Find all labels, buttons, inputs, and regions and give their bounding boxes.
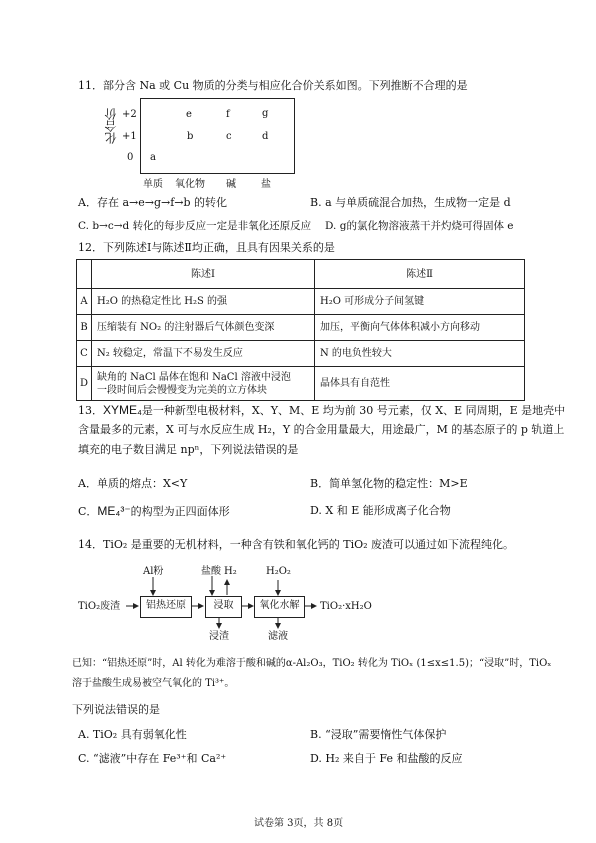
q12-row-statement1: N₂ 较稳定，常温下不易发生反应 [92,341,315,367]
q14-known-line1: 已知：“铝热还原”时，Al 转化为难溶于酸和碱的α-Al₂O₃，TiO₂ 转化为 TiOₓ (1≤x≤1.5)；“浸取”时，TiOₓ [72,658,552,669]
q14-stem: 14．TiO₂ 是重要的无机材料，一种含有铁和氧化钙的 TiO₂ 废渣可以通过如下流程纯化。 [78,538,515,551]
q12-row-label: C [77,341,92,367]
q11-point-e: e [186,109,192,120]
q11-option-b[interactable]: B. a 与单质硫混合加热，生成物一定是 d [310,196,511,209]
q12-row-d-statement1-line1: 缺角的 NaCl 晶体在饱和 NaCl 溶液中浸泡 [97,371,291,383]
q11-point-f: f [226,109,230,120]
q14-option-c[interactable]: C. “滤液”中存在 Fe³⁺和 Ca²⁺ [78,752,227,765]
q14-option-a[interactable]: A. TiO₂ 具有弱氧化性 [78,728,187,741]
q12-header-statement1: 陈述Ⅰ [92,260,315,289]
q14-flow-step3-box: 氧化水解 [254,596,305,618]
q11-stem: 11．部分含 Na 或 Cu 物质的分类与相应化合价关系如图。下列推断不合理的是 [78,79,468,92]
q11-point-d: d [262,131,269,142]
q11-option-c[interactable]: C. b→c→d 转化的每步反应一定是非氧化还原反应 [78,220,312,232]
q12-row-statement1: 压缩装有 NO₂ 的注射器后气体颜色变深 [92,315,315,341]
q11-xlabel-base: 碱 [226,179,236,190]
q13-option-b[interactable]: B．简单氢化物的稳定性：M>E [310,477,468,490]
q12-stem: 12．下列陈述Ⅰ与陈述Ⅱ均正确，且具有因果关系的是 [78,241,335,254]
q14-flow-step2-reagent: 盐酸 [201,566,221,577]
q14-flow-step3-out: 滤液 [268,631,288,642]
q14-flow-step3-reagent: H₂O₂ [266,566,291,577]
q13-option-d[interactable]: D. X 和 E 能形成离子化合物 [310,504,451,517]
q11-option-a[interactable]: A．存在 a→e→g→f→b 的转化 [78,196,228,209]
q11-tick-plus2: +2 [122,109,137,120]
q12-row-label: A [77,289,92,315]
q12-header-statement2: 陈述Ⅱ [315,260,525,289]
q14-flow-step2-gas: H₂ [224,566,237,577]
q12-row-label: D [77,367,92,401]
q13-option-c-formula: ME₄³⁻ [97,504,131,518]
q13-line1-text: 是一种新型电极材料，X、Y、M、E 均为前 30 号元素，仅 X、E 同周期，E 是地壳中 [141,404,566,417]
q13-option-c-letter: C． [78,505,98,518]
q12-row-statement2: H₂O 可形成分子间氢键 [315,289,525,315]
q11-point-g: g [262,108,269,119]
q12-row-statement2: 晶体具有自范性 [315,367,525,401]
page-footer: 试卷第 3页，共 8页 [254,818,344,829]
q13-formula: XYME₄ [103,403,142,417]
q14-flow-step1-reagent: Al粉 [143,566,164,577]
q11-y-axis-label-text: 化合价 [104,108,118,144]
q13-number: 13． [78,404,103,417]
q13-line3: 填充的电子数目满足 npⁿ，下列说法错误的是 [78,443,299,456]
q11-tick-zero: 0 [127,152,134,163]
q14-flow-step1-box: 铝热还原 [140,596,192,618]
q12-row-d-statement1-line2: 一段时间后会慢慢变为完美的立方体块 [97,384,267,396]
q12-row-statement2: 加压，平衡向气体体积减小方向移动 [315,315,525,341]
q11-xlabel-oxide: 氧化物 [175,179,205,190]
q11-xlabel-element: 单质 [143,179,163,190]
q11-point-b: b [187,131,194,142]
q12-row-statement2: N 的电负性较大 [315,341,525,367]
q14-option-d[interactable]: D. H₂ 来自于 Fe 和盐酸的反应 [310,752,463,765]
q14-flow-product: TiO₂·xH₂O [320,601,372,612]
q11-option-d[interactable]: D. g的氯化物溶液蒸干并灼烧可得固体 e [325,220,514,232]
q14-ask: 下列说法错误的是 [72,703,160,716]
q14-flow-step2-out: 浸渣 [209,631,229,642]
q14-flow-step2-box: 浸取 [205,596,242,618]
q11-point-a: a [150,152,156,163]
q12-row-label: B [77,315,92,341]
q11-xlabel-salt: 盐 [261,179,271,190]
q14-option-b[interactable]: B. “浸取”需要惰性气体保护 [310,728,447,741]
q11-tick-plus1: +1 [122,131,137,142]
q12-row-statement1: H₂O 的热稳定性比 H₂S 的强 [92,289,315,315]
q14-flow-input: TiO₂废渣 [78,601,121,612]
q13-option-a[interactable]: A．单质的熔点：X<Y [78,477,188,490]
q14-known-line2: 溶于盐酸生成易被空气氧化的 Ti³⁺。 [72,678,235,689]
q11-point-c: c [226,131,232,142]
q13-option-c-text: 的构型为正四面体形 [130,505,230,518]
q13-line2: 含量最多的元素，X 可与水反应生成 H₂，Y 的合金用量最大，用途最广，M 的基态原子的 p 轨道上 [78,423,565,436]
